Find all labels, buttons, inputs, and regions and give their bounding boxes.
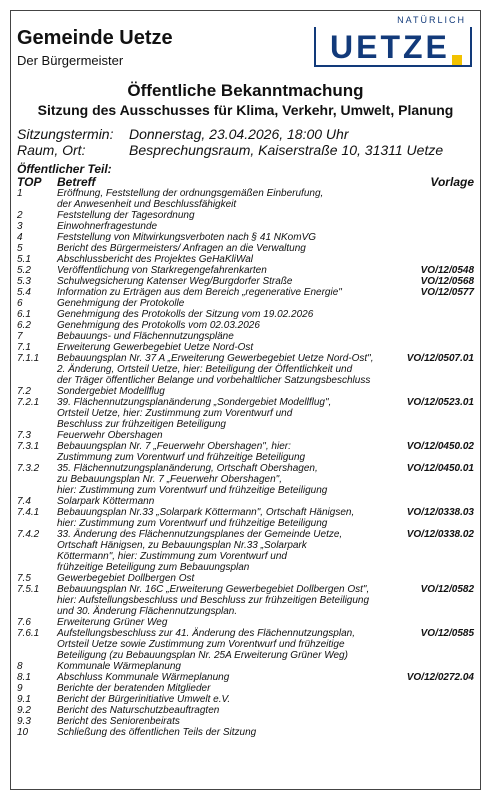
agenda-top-number: 7.6 (17, 617, 31, 628)
agenda-vorlage: VO/12/0507.01 (406, 353, 474, 364)
agenda-betreff (57, 254, 394, 265)
agenda-betreff-line: Bebauungsplan Nr. 16C „Erweiterung Gewerbegebiet Dollbergen Ost", (57, 584, 370, 595)
agenda-top-number: 9.1 (17, 694, 31, 705)
agenda-top-number: 9 (17, 683, 23, 694)
agenda-betreff (57, 617, 394, 628)
agenda-top-number: 9.2 (17, 705, 31, 716)
agenda-vorlage: VO/12/0568 (420, 276, 474, 287)
agenda-betreff (57, 628, 394, 661)
meeting-location-value: Besprechungsraum, Kaiserstraße 10, 31311 Uetze (129, 142, 444, 158)
agenda-row (17, 320, 474, 331)
agenda-betreff-line: Eröffnung, Feststellung der ordnungsgemäßen Einberufung, (57, 188, 324, 199)
agenda-header (17, 176, 474, 188)
agenda-betreff-line: hier: Zustimmung zum Vorentwurf und frühzeitige Beteiligung (57, 518, 328, 529)
agenda-top-number: 7.6.1 (17, 628, 40, 639)
agenda-betreff (57, 683, 394, 694)
agenda-header-vorlage: Vorlage (430, 175, 474, 189)
agenda-top-number: 4 (17, 232, 23, 243)
agenda-betreff (57, 265, 394, 276)
notice-page (10, 10, 481, 790)
agenda-top-number: 8 (17, 661, 23, 672)
agenda-row (17, 221, 474, 232)
agenda-row (17, 386, 474, 397)
agenda-header-top: TOP (17, 175, 42, 189)
logo-frame (314, 27, 472, 67)
agenda-row (17, 672, 474, 683)
agenda-row (17, 331, 474, 342)
agenda-top-number: 7 (17, 331, 23, 342)
agenda-betreff-line: Bebauungsplan Nr.33 „Solarpark Köttermann", Ortschaft Hänigsen, (57, 507, 355, 518)
agenda-top-number: 7.5 (17, 573, 31, 584)
agenda-top-number: 7.4 (17, 496, 31, 507)
agenda-betreff-line: Feuerwehr Obershagen (57, 430, 163, 441)
municipality-title: Gemeinde Uetze (17, 27, 173, 49)
agenda-top-number: 7.1 (17, 342, 31, 353)
agenda-top-number: 5.3 (17, 276, 31, 287)
agenda-betreff (57, 221, 394, 232)
agenda-table (11, 176, 480, 738)
agenda-row (17, 463, 474, 496)
agenda-betreff-line: Bericht des Naturschutzbeauftragten (57, 705, 220, 716)
agenda-row (17, 232, 474, 243)
agenda-betreff-line: Genehmigung der Protokolle (57, 298, 185, 309)
agenda-betreff (57, 309, 394, 320)
public-section-label: Öffentlicher Teil: (17, 162, 112, 176)
agenda-betreff-line: Feststellung von Mitwirkungsverboten nach § 41 NKomVG (57, 232, 317, 243)
agenda-betreff (57, 584, 394, 617)
agenda-betreff-line: 2. Änderung, Ortsteil Uetze, hier: Beteiligung der Öffentlichkeit und (57, 364, 353, 375)
agenda-betreff (57, 705, 394, 716)
agenda-row (17, 716, 474, 727)
agenda-vorlage: VO/12/0450.01 (406, 463, 474, 474)
agenda-betreff-line: Ortsteil Uetze, hier: Zustimmung zum Vorentwurf und (57, 408, 293, 419)
agenda-row (17, 584, 474, 617)
agenda-row (17, 265, 474, 276)
agenda-betreff (57, 331, 394, 342)
agenda-row (17, 430, 474, 441)
agenda-top-number: 7.4.2 (17, 529, 40, 540)
agenda-row (17, 353, 474, 386)
agenda-top-number: 6.1 (17, 309, 31, 320)
agenda-top-number: 5.2 (17, 265, 31, 276)
agenda-row (17, 210, 474, 221)
logo-main-text: UETZE (330, 29, 450, 65)
agenda-row (17, 628, 474, 661)
agenda-betreff (57, 386, 394, 397)
agenda-top-number: 6.2 (17, 320, 31, 331)
agenda-row (17, 188, 474, 210)
agenda-betreff-line: Beteiligung (zu Bebauungsplan Nr. 25A Erweiterung Grüner Weg) (57, 650, 348, 661)
agenda-betreff-line: Veröffentlichung von Starkregengefahrenkarten (57, 265, 267, 276)
agenda-vorlage: VO/12/0450.02 (406, 441, 474, 452)
agenda-betreff-line: Genehmigung des Protokolls der Sitzung vom 19.02.2026 (57, 309, 314, 320)
agenda-betreff (57, 287, 394, 298)
agenda-betreff (57, 188, 394, 210)
agenda-betreff-line: Zustimmung zum Vorentwurf und frühzeitige Beteiligung (57, 452, 306, 463)
agenda-betreff-line: 35. Flächennutzungsplanänderung, Ortschaft Obershagen, (57, 463, 318, 474)
meeting-date-row (17, 126, 480, 142)
agenda-top-number: 7.4.1 (17, 507, 40, 518)
meeting-meta (11, 126, 480, 158)
agenda-betreff (57, 529, 394, 573)
agenda-betreff-line: Bericht des Seniorenbeirats (57, 716, 180, 727)
agenda-betreff (57, 397, 394, 430)
agenda-betreff-line: Erweiterung Gewerbegebiet Uetze Nord-Ost (57, 342, 254, 353)
agenda-betreff-line: Abschlussbericht des Projektes GeHaKliWal (57, 254, 254, 265)
agenda-row (17, 573, 474, 584)
agenda-top-number: 9.3 (17, 716, 31, 727)
agenda-row (17, 496, 474, 507)
agenda-betreff-line: Sondergebiet Modellflug (57, 386, 165, 397)
agenda-row (17, 529, 474, 573)
agenda-top-number: 7.3 (17, 430, 31, 441)
agenda-row (17, 617, 474, 628)
agenda-row (17, 705, 474, 716)
agenda-betreff (57, 210, 394, 221)
agenda-row (17, 309, 474, 320)
agenda-rows (17, 188, 474, 738)
agenda-row (17, 243, 474, 254)
agenda-vorlage: VO/12/0338.02 (406, 529, 474, 540)
agenda-betreff (57, 232, 394, 243)
agenda-betreff-line: Beschluss zur frühzeitigen Beteiligung (57, 419, 226, 430)
meeting-location-row (17, 142, 480, 158)
agenda-betreff-line: Ortsteil Uetze sowie Zustimmung zum Vorentwurf und frühzeitige (57, 639, 345, 650)
header (11, 11, 480, 79)
agenda-betreff (57, 661, 394, 672)
agenda-betreff-line: hier: Zustimmung zum Vorentwurf und frühzeitige Beteiligung (57, 485, 328, 496)
agenda-betreff-line: Solarpark Köttermann (57, 496, 155, 507)
agenda-top-number: 7.5.1 (17, 584, 40, 595)
agenda-vorlage: VO/12/0338.03 (406, 507, 474, 518)
agenda-betreff (57, 243, 394, 254)
agenda-betreff-line: Aufstellungsbeschluss zur 41. Änderung des Flächennutzungsplan, (57, 628, 355, 639)
agenda-betreff-line: Bebauungsplan Nr. 7 „Feuerwehr Obershagen", hier: (57, 441, 291, 452)
logo-dot-icon (452, 55, 462, 65)
agenda-row (17, 287, 474, 298)
agenda-betreff (57, 694, 394, 705)
agenda-top-number: 1 (17, 188, 23, 199)
agenda-betreff-line: Bebauungs- und Flächennutzungspläne (57, 331, 234, 342)
agenda-row (17, 441, 474, 463)
agenda-betreff-line: Bericht der Bürgerinitiative Umwelt e.V. (57, 694, 231, 705)
agenda-betreff (57, 507, 394, 529)
agenda-betreff (57, 672, 394, 683)
agenda-betreff-line: Schulwegsicherung Katenser Weg/Burgdorfer Straße (57, 276, 293, 287)
agenda-row (17, 727, 474, 738)
meeting-date-value: Donnerstag, 23.04.2026, 18:00 Uhr (129, 126, 349, 142)
agenda-betreff-line: Gewerbegebiet Dollbergen Ost (57, 573, 195, 584)
agenda-top-number: 5.1 (17, 254, 31, 265)
agenda-row (17, 694, 474, 705)
agenda-betreff-line: Information zu Erträgen aus dem Bereich „regenerative Energie" (57, 287, 342, 298)
notice-title: Öffentliche Bekanntmachung (127, 81, 364, 100)
agenda-vorlage: VO/12/0523.01 (406, 397, 474, 408)
agenda-vorlage: VO/12/0582 (420, 584, 474, 595)
agenda-betreff-line: Feststellung der Tagesordnung (57, 210, 195, 221)
agenda-betreff-line: Genehmigung des Protokolls vom 02.03.2026 (57, 320, 260, 331)
agenda-row (17, 254, 474, 265)
agenda-betreff (57, 463, 394, 496)
agenda-vorlage: VO/12/0548 (420, 265, 474, 276)
agenda-header-betreff: Betreff (57, 175, 96, 189)
agenda-betreff (57, 430, 394, 441)
agenda-top-number: 10 (17, 727, 29, 738)
agenda-betreff-line: Berichte der beratenden Mitglieder (57, 683, 211, 694)
agenda-betreff (57, 573, 394, 584)
agenda-betreff-line: zu Bebauungsplan Nr. 7 „Feuerwehr Obershagen", (57, 474, 282, 485)
agenda-betreff (57, 342, 394, 353)
agenda-betreff-line: hier: Aufstellungsbeschluss und Beschluss zur frühzeitigen Beteiligung (57, 595, 370, 606)
agenda-betreff-line: 33. Änderung des Flächennutzungsplanes der Gemeinde Uetze, (57, 529, 343, 540)
agenda-betreff-line: der Anwesenheit und Beschlussfähigkeit (57, 199, 237, 210)
agenda-top-number: 5 (17, 243, 23, 254)
agenda-vorlage: VO/12/0577 (420, 287, 474, 298)
agenda-top-number: 5.4 (17, 287, 31, 298)
agenda-top-number: 7.3.2 (17, 463, 40, 474)
agenda-betreff-line: 39. Flächennutzungsplanänderung „Sondergebiet Modellflug", (57, 397, 332, 408)
agenda-betreff (57, 298, 394, 309)
agenda-row (17, 298, 474, 309)
agenda-betreff-line: Ortschaft Hänigsen, zu Bebauungsplan Nr.33 „Solarpark (57, 540, 307, 551)
agenda-betreff (57, 320, 394, 331)
agenda-betreff (57, 276, 394, 287)
agenda-betreff-line: frühzeitige Beteiligung zum Bebauungsplan (57, 562, 250, 573)
agenda-top-number: 7.2 (17, 386, 31, 397)
agenda-top-number: 7.3.1 (17, 441, 40, 452)
agenda-betreff-line: Köttermann", hier: Zustimmung zum Vorentwurf und (57, 551, 287, 562)
uetze-logo (312, 15, 472, 71)
meeting-location-label: Raum, Ort: (17, 142, 86, 158)
agenda-row (17, 507, 474, 529)
agenda-betreff-line: Einwohnerfragestunde (57, 221, 158, 232)
agenda-betreff-line: der Träger öffentlicher Belange und vorbehaltlicher Satzungsbeschluss (57, 375, 371, 386)
agenda-betreff (57, 716, 394, 727)
meeting-date-label: Sitzungstermin: (17, 126, 114, 142)
agenda-row (17, 276, 474, 287)
agenda-top-number: 6 (17, 298, 23, 309)
agenda-row (17, 397, 474, 430)
agenda-top-number: 7.2.1 (17, 397, 40, 408)
agenda-betreff-line: Schließung des öffentlichen Teils der Sitzung (57, 727, 257, 738)
logo-top-text: NATÜRLICH (397, 15, 466, 25)
agenda-betreff (57, 496, 394, 507)
agenda-row (17, 661, 474, 672)
agenda-betreff-line: Bericht des Bürgermeisters/ Anfragen an die Verwaltung (57, 243, 306, 254)
agenda-betreff-line: Erweiterung Grüner Weg (57, 617, 168, 628)
agenda-vorlage: VO/12/0272.04 (406, 672, 474, 683)
agenda-betreff-line: Abschluss Kommunale Wärmeplanung (57, 672, 230, 683)
agenda-top-number: 7.1.1 (17, 353, 40, 364)
agenda-top-number: 2 (17, 210, 23, 221)
agenda-betreff (57, 441, 394, 463)
agenda-betreff (57, 727, 394, 738)
agenda-betreff-line: Kommunale Wärmeplanung (57, 661, 181, 672)
agenda-vorlage: VO/12/0585 (420, 628, 474, 639)
agenda-betreff-line: und 30. Änderung Flächennutzungsplan. (57, 606, 238, 617)
agenda-row (17, 683, 474, 694)
agenda-row (17, 342, 474, 353)
meeting-title: Sitzung des Ausschusses für Klima, Verkehr, Umwelt, Planung (37, 102, 454, 118)
agenda-betreff-line: Bebauungsplan Nr. 37 A „Erweiterung Gewerbegebiet Uetze Nord-Ost", (57, 353, 374, 364)
agenda-top-number: 8.1 (17, 672, 31, 683)
municipality-subtitle: Der Bürgermeister (17, 53, 124, 68)
agenda-top-number: 3 (17, 221, 23, 232)
agenda-betreff (57, 353, 394, 386)
